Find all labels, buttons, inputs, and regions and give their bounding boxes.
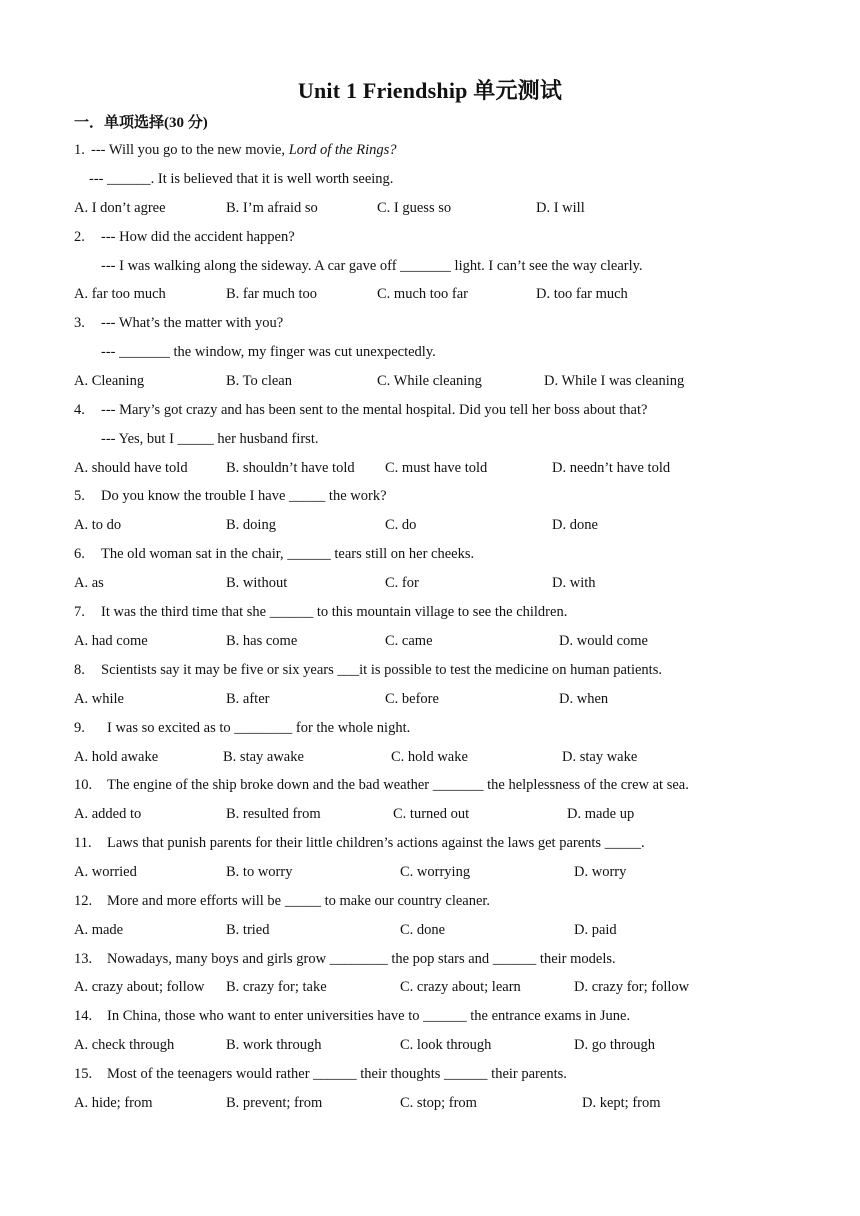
section-heading: 一．单项选择(30 分) [74,115,208,131]
question-3-reply [0,342,860,362]
option-c: C. turned out [393,806,470,822]
question-text: In China, those who want to enter universities have to ______ the entrance exams in June. [107,1008,631,1024]
option-c: C. crazy about; learn [400,979,521,995]
option-a: A. made [74,922,124,938]
option-b: B. I’m afraid so [226,200,318,216]
question-text: --- How did the accident happen? [101,229,295,245]
option-c: C. for [385,575,419,591]
option-b: B. stay awake [223,749,304,765]
option-a: A. hold awake [74,749,159,765]
question-number: 6. [74,546,85,562]
option-c: C. much too far [377,286,469,302]
option-b: B. tried [226,922,270,938]
question-text: --- Mary’s got crazy and has been sent to the mental hospital. Did you tell her boss about that? [101,402,648,418]
option-a: A. worried [74,864,137,880]
option-c: C. While cleaning [377,373,482,389]
question-number: 2. [74,229,85,245]
question-9-stem [0,718,860,738]
option-c: C. stop; from [400,1095,477,1111]
option-a: A. far too much [74,286,166,302]
movie-title: Lord of the Rings? [288,142,397,158]
question-text: --- What’s the matter with you? [101,315,284,331]
option-a: A. while [74,691,124,707]
option-a: A. I don’t agree [74,200,166,216]
question-10-options [0,804,860,824]
question-6-stem [0,544,860,564]
question-text: Nowadays, many boys and girls grow ________ the pop stars and ______ their models. [107,951,616,967]
question-15-stem [0,1064,860,1084]
option-d: D. stay wake [562,749,638,765]
question-6-options [0,573,860,593]
question-14-stem [0,1006,860,1026]
question-4-reply [0,429,860,449]
question-13-stem [0,949,860,969]
option-c: C. done [400,922,446,938]
option-b: B. far much too [226,286,318,302]
option-c: C. must have told [385,460,488,476]
option-d: D. needn’t have told [552,460,671,476]
option-a: A. added to [74,806,142,822]
question-number: 12. [74,893,93,909]
option-b: B. work through [226,1037,322,1053]
question-number: 15. [74,1066,93,1082]
option-a: A. crazy about; follow [74,979,205,995]
question-number: 1. [74,142,85,158]
option-d: D. crazy for; follow [574,979,690,995]
option-a: A. as [74,575,104,591]
question-number: 7. [74,604,85,620]
option-d: D. kept; from [582,1095,661,1111]
option-c: C. do [385,517,417,533]
option-a: A. check through [74,1037,175,1053]
option-a: A. should have told [74,460,188,476]
question-number: 10. [74,777,93,793]
question-1-options [0,198,860,218]
option-c: C. before [385,691,439,707]
option-d: D. with [552,575,596,591]
option-a: A. hide; from [74,1095,153,1111]
option-b: B. without [226,575,288,591]
question-text: Most of the teenagers would rather ______ their thoughts ______ their parents. [107,1066,567,1082]
question-7-stem [0,602,860,622]
option-d: D. done [552,517,598,533]
option-c: C. hold wake [391,749,468,765]
question-text: --- ______. It is believed that it is well worth seeing. [89,171,394,187]
option-d: D. paid [574,922,617,938]
question-4-stem [0,400,860,420]
option-b: B. prevent; from [226,1095,323,1111]
question-1-reply [0,169,860,189]
question-8-options [0,689,860,709]
option-d: D. worry [574,864,627,880]
question-9-options [0,747,860,767]
option-a: A. had come [74,633,148,649]
question-5-options [0,515,860,535]
question-12-options [0,920,860,940]
page-title: Unit 1 Friendship 单元测试 [297,78,563,103]
question-12-stem [0,891,860,911]
option-a: A. Cleaning [74,373,145,389]
option-b: B. resulted from [226,806,321,822]
question-11-options [0,862,860,882]
question-text: --- I was walking along the sideway. A car gave off _______ light. I can’t see the way clearly. [101,258,643,274]
question-text: More and more efforts will be _____ to make our country cleaner. [107,893,491,909]
question-10-stem [0,775,860,795]
option-d: D. go through [574,1037,655,1053]
option-b: B. after [226,691,270,707]
question-8-stem [0,660,860,680]
option-b: B. doing [226,517,276,533]
option-b: B. To clean [226,373,292,389]
option-c: C. look through [400,1037,492,1053]
question-15-options [0,1093,860,1113]
option-b: B. crazy for; take [226,979,327,995]
option-c: C. I guess so [377,200,452,216]
question-text: The engine of the ship broke down and the bad weather _______ the helplessness of the crew at sea. [107,777,689,793]
question-7-options [0,631,860,651]
question-number: 4. [74,402,85,418]
question-text: --- _______ the window, my finger was cut unexpectedly. [101,344,436,360]
question-number: 8. [74,662,85,678]
question-5-stem [0,486,860,506]
option-d: D. made up [567,806,635,822]
option-d: D. would come [559,633,648,649]
question-11-stem [0,833,860,853]
question-14-options [0,1035,860,1055]
question-4-options [0,458,860,478]
question-text: Scientists say it may be five or six years ___it is possible to test the medicine on human patients. [101,662,662,678]
question-13-options [0,977,860,997]
question-number: 5. [74,488,85,504]
option-d: D. too far much [536,286,628,302]
question-1-stem [0,140,860,160]
question-text: --- Yes, but I _____ her husband first. [101,431,319,447]
option-c: C. came [385,633,433,649]
question-2-stem [0,227,860,247]
question-3-options [0,371,860,391]
question-number: 9. [74,720,85,736]
question-number: 3. [74,315,85,331]
question-text: It was the third time that she ______ to this mountain village to see the children. [101,604,568,620]
option-d: D. I will [536,200,585,216]
option-b: B. has come [226,633,298,649]
question-text: Do you know the trouble I have _____ the work? [101,488,387,504]
question-text [91,140,397,160]
option-a: A. to do [74,517,122,533]
question-text: Laws that punish parents for their little children’s actions against the laws get parents _____. [107,835,645,851]
option-b: B. shouldn’t have told [226,460,355,476]
option-b: B. to worry [226,864,293,880]
question-text-a: --- Will you go to the new movie, [91,142,289,158]
option-d: D. While I was cleaning [544,373,685,389]
option-c: C. worrying [400,864,471,880]
option-d: D. when [559,691,609,707]
question-number: 11. [74,835,92,851]
question-2-reply [0,256,860,276]
question-2-options [0,284,860,304]
question-3-stem [0,313,860,333]
question-number: 14. [74,1008,93,1024]
question-text: I was so excited as to ________ for the whole night. [107,720,411,736]
question-number: 13. [74,951,93,967]
question-text: The old woman sat in the chair, ______ tears still on her cheeks. [101,546,475,562]
